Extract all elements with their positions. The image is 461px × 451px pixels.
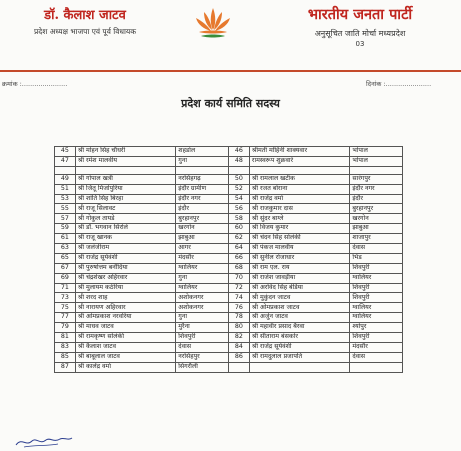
member-name: श्री राजकुमार दास	[249, 204, 349, 214]
member-number: 56	[229, 204, 250, 214]
member-district: बुरहानपुर	[176, 214, 229, 224]
member-number: 72	[229, 283, 250, 293]
member-name: श्री अरविंद सिंह बेडिया	[249, 283, 349, 293]
member-number: 60	[229, 224, 250, 234]
table-row	[55, 362, 403, 372]
member-name: श्री राम एल. राय	[249, 263, 349, 273]
member-number: 66	[229, 253, 250, 263]
member-number: 78	[229, 313, 250, 323]
table-row	[55, 333, 403, 343]
table-row	[55, 184, 403, 194]
member-number: 69	[55, 273, 76, 283]
member-district: खरगोन	[350, 214, 403, 224]
member-name: श्री रमेश मालवीय	[75, 156, 175, 166]
member-district: इंदौर नगर	[350, 184, 403, 194]
member-name: श्री माधव जाटव	[75, 323, 175, 333]
member-name: श्री नारायण अहिरवार	[75, 303, 175, 313]
table-row	[55, 303, 403, 313]
member-number: 49	[55, 174, 76, 184]
member-district: सिंगरौली	[176, 362, 229, 372]
member-number: 62	[229, 234, 250, 244]
member-name: श्री राजेंद्र सूर्यवंशी	[75, 253, 175, 263]
table-row	[55, 273, 403, 283]
member-name: श्री गोकुल तायडे	[75, 214, 175, 224]
letterhead	[0, 0, 461, 72]
member-number: 87	[55, 362, 76, 372]
member-name: श्री रामकृष्ण सोलंकी	[75, 333, 175, 343]
leader-designation: प्रदेश अध्यक्ष भाजपा एवं पूर्व विधायक	[33, 27, 137, 36]
member-name: श्री डॉ. भगवान सिरोले	[75, 224, 175, 234]
member-district: गुना	[176, 273, 229, 283]
member-district: बुरहानपुर	[350, 204, 403, 214]
member-district: भोपाल	[350, 156, 403, 166]
party-block	[262, 6, 458, 48]
member-number: 54	[229, 194, 250, 204]
member-name: श्री विजय कुमार	[249, 224, 349, 234]
table-row	[55, 156, 403, 166]
member-name: श्री चंद्रशेखर अहिरवार	[75, 273, 175, 283]
member-district: देवास	[350, 244, 403, 254]
member-number: 47	[55, 156, 76, 166]
member-number: 73	[55, 293, 76, 303]
member-district: ग्वालियर	[350, 273, 403, 283]
member-district: इंदौर नगर	[176, 194, 229, 204]
member-district: शिवपुरी	[350, 263, 403, 273]
member-district: देवास	[176, 342, 229, 352]
member-name: श्री गोपाल खत्री	[75, 174, 175, 184]
member-number: 48	[229, 156, 250, 166]
member-name: श्री रामलाल खटीक	[249, 174, 349, 184]
table-row	[55, 224, 403, 234]
member-district: शिवपुरी	[350, 293, 403, 303]
member-name: श्री ओमप्रकाश जाटव	[249, 303, 349, 313]
member-number	[229, 362, 250, 372]
member-number: 61	[55, 234, 76, 244]
member-district: अशोकनगर	[176, 293, 229, 303]
member-district: इंदौर	[176, 204, 229, 214]
member-name: श्री पंकज मालवीय	[249, 244, 349, 254]
member-district: भिंड	[350, 253, 403, 263]
member-district: नरसिंहपुर	[176, 352, 229, 362]
table-row	[55, 263, 403, 273]
member-district: मुरैना	[176, 323, 229, 333]
spacer-cell	[229, 166, 250, 174]
member-name: श्री सीताराम बंसकोर	[249, 333, 349, 343]
member-number: 85	[55, 352, 76, 362]
spacer-cell	[350, 166, 403, 174]
member-name: श्री चंदन सिंह सोलंकी	[249, 234, 349, 244]
wing-name: अनुसूचित जाति मोर्चा मध्यप्रदेश	[314, 29, 406, 38]
member-district: ग्वालियर	[350, 303, 403, 313]
member-number: 50	[229, 174, 250, 184]
table-row	[55, 174, 403, 184]
member-number: 67	[55, 263, 76, 273]
member-name: श्री मुकुंदन जाटव	[249, 293, 349, 303]
spacer-cell	[75, 166, 175, 174]
table-row	[55, 214, 403, 224]
member-district: झाबुआ	[176, 234, 229, 244]
member-district: शिवपुरी	[176, 333, 229, 343]
member-district: खरगोन	[176, 224, 229, 234]
lotus-logo-icon	[193, 6, 233, 42]
member-district: ग्वालियर	[350, 313, 403, 323]
member-district: शाजापुर	[350, 234, 403, 244]
member-name: श्री महावीर प्रसाद बैरवा	[249, 323, 349, 333]
member-name: श्री बाबूलाल जाटव	[75, 352, 175, 362]
member-district: ग्वालियर	[176, 263, 229, 273]
member-district: झाबुआ	[350, 224, 403, 234]
member-number: 75	[55, 303, 76, 313]
date-field: दिनांक :......................	[366, 80, 432, 88]
table-row	[55, 342, 403, 352]
table-row	[55, 147, 403, 157]
member-number: 74	[229, 293, 250, 303]
member-district: शिवपुरी	[350, 333, 403, 343]
member-number: 77	[55, 313, 76, 323]
member-district: इंदौर	[350, 194, 403, 204]
member-name: श्री राजू सिलावट	[75, 204, 175, 214]
member-number: 76	[229, 303, 250, 313]
table-row	[55, 194, 403, 204]
member-name: श्री राजेश जावड़ीया	[249, 273, 349, 283]
member-number: 59	[55, 224, 76, 234]
member-name: श्री अर्जुन जाटव	[249, 313, 349, 323]
wing-number: 03	[355, 40, 365, 48]
member-number: 46	[229, 147, 250, 157]
table-row	[55, 323, 403, 333]
member-name: श्री कालेंद्र वर्मा	[75, 362, 175, 372]
table-row	[55, 283, 403, 293]
member-district: गुना	[176, 156, 229, 166]
member-name: श्री राजू खानक	[75, 234, 175, 244]
member-district: श्योपुर	[350, 323, 403, 333]
table-row	[55, 313, 403, 323]
member-number: 86	[229, 352, 250, 362]
member-number: 83	[55, 342, 76, 352]
spacer-cell	[176, 166, 229, 174]
member-number: 82	[229, 333, 250, 343]
member-number: 81	[55, 333, 76, 343]
party-name: भारतीय जनता पार्टी	[307, 6, 413, 23]
member-district: नरसिंहगढ़	[176, 174, 229, 184]
table-row	[55, 234, 403, 244]
member-district: मंदसौर	[176, 253, 229, 263]
member-district: शहडोल	[176, 147, 229, 157]
member-district: गुना	[176, 313, 229, 323]
member-name: श्री ओमप्रकाश नरवरिया	[75, 313, 175, 323]
member-district: सारंगपुर	[350, 174, 403, 184]
leader-name: डॉ. कैलाश जाटव	[44, 8, 126, 23]
member-district: देवास	[350, 352, 403, 362]
member-number: 53	[55, 194, 76, 204]
member-number: 57	[55, 214, 76, 224]
member-name: श्री सुंदर बाग्ले	[249, 214, 349, 224]
member-name: श्रीमती मोहिनी शाक्यवार	[249, 147, 349, 157]
member-name: श्री जलंजीराम	[75, 244, 175, 254]
member-name: श्री रामदुलाल प्रजापति	[249, 352, 349, 362]
member-number: 70	[229, 273, 250, 283]
member-name: श्री मोहन सिंह चौधरी	[75, 147, 175, 157]
member-number: 71	[55, 283, 76, 293]
member-number: 80	[229, 323, 250, 333]
spacer-cell	[249, 166, 349, 174]
table-row	[55, 293, 403, 303]
signature	[14, 433, 74, 449]
member-district: अशोकनगर	[176, 303, 229, 313]
member-name: श्री रजत बोराना	[249, 184, 349, 194]
member-number: 63	[55, 244, 76, 254]
member-district	[350, 362, 403, 372]
member-number: 79	[55, 323, 76, 333]
member-number: 52	[229, 184, 250, 194]
member-name: श्री पुरुषोत्तम बनौदिया	[75, 263, 175, 273]
member-name: रामस्वरूप शुक्रवारे	[249, 156, 349, 166]
member-number: 68	[229, 263, 250, 273]
table-row	[55, 352, 403, 362]
member-name: श्री राजेंद्र वर्मा	[249, 194, 349, 204]
members-table	[54, 146, 403, 373]
table-row	[55, 253, 403, 263]
member-district: भोपाल	[350, 147, 403, 157]
header-divider	[0, 70, 461, 72]
member-district: मंदसौर	[350, 342, 403, 352]
table-row	[55, 244, 403, 254]
table-row	[55, 204, 403, 214]
member-number: 55	[55, 204, 76, 214]
spacer-cell	[55, 166, 76, 174]
member-number: 64	[229, 244, 250, 254]
member-number: 58	[229, 214, 250, 224]
member-number: 84	[229, 342, 250, 352]
reference-number: क्रमांक :......................	[2, 80, 68, 88]
leader-block	[0, 8, 170, 37]
member-district: शिवपुरी	[350, 283, 403, 293]
member-name: श्री मुलायम कठेरिया	[75, 283, 175, 293]
member-name	[249, 362, 349, 372]
document-title: प्रदेश कार्य समिति सदस्य	[181, 97, 280, 110]
member-district: ग्वालियर	[176, 283, 229, 293]
member-district: इंदौर ग्रामीण	[176, 184, 229, 194]
member-name: श्री शांति सिंह बिरहा	[75, 194, 175, 204]
member-name: श्री सुनील रोजाधार	[249, 253, 349, 263]
member-district: आगर	[176, 244, 229, 254]
member-name: श्री राजेंद्र सूर्यवंशी	[249, 342, 349, 352]
member-number: 65	[55, 253, 76, 263]
member-name: श्री शरद शाह	[75, 293, 175, 303]
member-name: श्री जितू मिर्जापुरिया	[75, 184, 175, 194]
member-number: 45	[55, 147, 76, 157]
table-spacer-row	[55, 166, 403, 174]
member-name: श्री कैलाश जाटव	[75, 342, 175, 352]
member-number: 51	[55, 184, 76, 194]
